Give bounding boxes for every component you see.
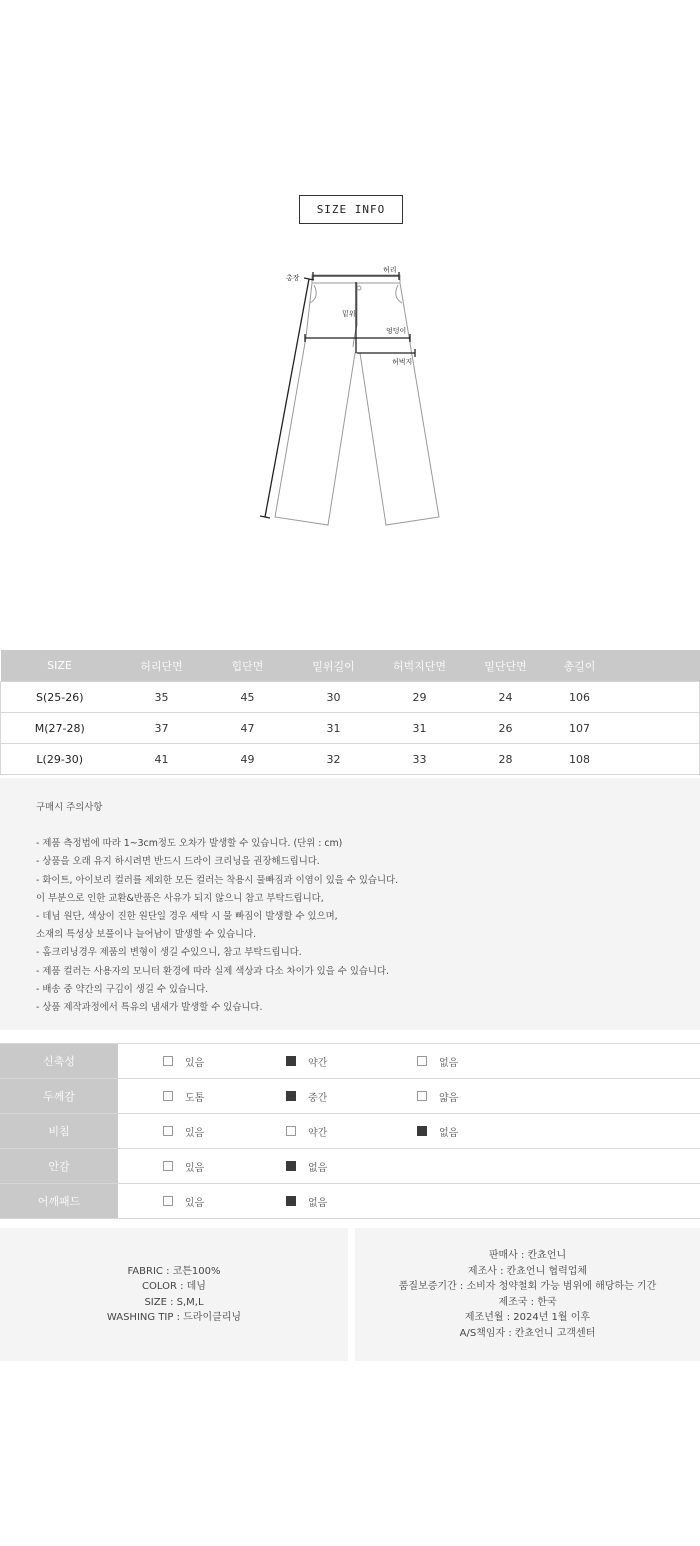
- table-cell: 24: [463, 682, 549, 713]
- notice-heading: 구매시 주의사항: [36, 802, 103, 813]
- attr-option: [286, 1184, 327, 1218]
- size-cell: L(29-30): [1, 744, 119, 775]
- attr-label: 신축성: [0, 1044, 118, 1078]
- option-text: 약간: [308, 1057, 328, 1069]
- table-row: [1, 713, 700, 744]
- table-cell-empty: [611, 744, 700, 775]
- seller-info-line: 제조국 : 한국: [498, 1296, 557, 1308]
- size-table: [0, 650, 700, 775]
- header-cell: 힙단면: [205, 650, 291, 682]
- attr-row-lining: [0, 1149, 700, 1184]
- table-cell: 37: [119, 713, 205, 744]
- attr-label: 안감: [0, 1149, 118, 1183]
- seller-info-line: 제조년월 : 2024년 1월 이후: [464, 1312, 591, 1323]
- attr-option: [163, 1079, 204, 1113]
- notice-line: - 데님 원단, 색상이 진한 원단일 경우 세탁 시 물 빠짐이 발생할 수 있으며,: [36, 911, 338, 923]
- notice-line: 소재의 특성상 보풀이나 늘어남이 발생할 수 있습니다.: [36, 929, 257, 941]
- product-info-panel: [0, 1228, 348, 1361]
- table-cell: 28: [463, 744, 549, 775]
- attr-option: [163, 1044, 204, 1078]
- seller-info-line: 판매사 : 칸쵸언니: [488, 1250, 567, 1261]
- seller-info-line: 제조사 : 칸쵸언니 협력업체: [467, 1265, 588, 1277]
- length-label: 총장: [286, 274, 300, 282]
- attr-option: [286, 1149, 327, 1183]
- waist-label: 허리: [383, 266, 397, 274]
- notice-line: - 홈크리닝경우 제품의 변형이 생길 수있으니, 참고 부탁드립니다.: [36, 947, 302, 959]
- header-cell: 허벅지단면: [377, 650, 463, 682]
- notice-line: 이 부분으로 인한 교환&반품은 사유가 되지 않으니 참고 부탁드립니다,: [36, 892, 324, 904]
- size-cell: M(27-28): [1, 713, 119, 744]
- table-cell: 33: [377, 744, 463, 775]
- header-cell: 밑위길이: [291, 650, 377, 682]
- checked-box-icon: [286, 1161, 296, 1171]
- option-text: 없음: [439, 1057, 459, 1069]
- attr-row-shoulder-pad: [0, 1184, 700, 1219]
- table-cell: 30: [291, 682, 377, 713]
- table-cell: 106: [549, 682, 611, 713]
- size-table-header: [1, 650, 700, 682]
- table-cell-empty: [611, 713, 700, 744]
- option-text: 약간: [308, 1127, 328, 1139]
- seller-info-line: A/S책임자 : 칸쵸언니 고객센터: [459, 1327, 596, 1339]
- checked-box-icon: [286, 1056, 296, 1066]
- product-info-line: WASHING TIP : 드라이클리닝: [106, 1312, 242, 1323]
- table-cell: 41: [119, 744, 205, 775]
- notice-line: - 상품을 오래 유지 하시려면 반드시 드라이 크리닝을 권장해드립니다.: [36, 856, 320, 868]
- table-cell: 108: [549, 744, 611, 775]
- checkbox-icon: [417, 1091, 427, 1101]
- checked-box-icon: [417, 1126, 427, 1136]
- attr-option: [286, 1044, 327, 1078]
- attr-option: [163, 1114, 204, 1148]
- rise-label: 밑위: [342, 310, 356, 318]
- attr-option: [163, 1184, 204, 1218]
- table-cell: 32: [291, 744, 377, 775]
- purchase-notice: [0, 778, 700, 1030]
- option-text: 중간: [308, 1092, 328, 1104]
- table-cell: 29: [377, 682, 463, 713]
- option-text: 있음: [185, 1162, 205, 1174]
- checkbox-icon: [163, 1196, 173, 1206]
- option-text: 얇음: [439, 1092, 459, 1104]
- attr-label: 두께감: [0, 1079, 118, 1113]
- table-cell: 47: [205, 713, 291, 744]
- option-text: 없음: [439, 1127, 459, 1139]
- size-cell: S(25-26): [1, 682, 119, 713]
- table-cell: 49: [205, 744, 291, 775]
- attr-row-thickness: [0, 1079, 700, 1114]
- table-row: [1, 682, 700, 713]
- attr-option: [286, 1114, 327, 1148]
- table-cell: 45: [205, 682, 291, 713]
- checkbox-icon: [163, 1091, 173, 1101]
- checkbox-icon: [417, 1056, 427, 1066]
- notice-line: - 제품 측정법에 따라 1~3cm정도 오차가 발생할 수 있습니다. (단위 : cm): [36, 838, 343, 850]
- pants-measurement-diagram: [250, 255, 450, 545]
- attr-option: [417, 1079, 458, 1113]
- option-text: 있음: [185, 1127, 205, 1139]
- table-cell: 31: [377, 713, 463, 744]
- table-cell: 35: [119, 682, 205, 713]
- notice-line: - 상품 제작과정에서 특유의 냄새가 발생할 수 있습니다.: [36, 1002, 263, 1014]
- header-cell: SIZE: [1, 650, 119, 682]
- checkbox-icon: [286, 1126, 296, 1136]
- hip-label: 엉덩이: [386, 327, 407, 335]
- product-info-line: COLOR : 데님: [142, 1281, 206, 1292]
- seller-info-panel: [355, 1228, 700, 1361]
- header-cell-empty: [611, 650, 700, 682]
- option-text: 없음: [308, 1162, 328, 1174]
- checked-box-icon: [286, 1196, 296, 1206]
- thigh-label: 허벅지: [392, 358, 413, 366]
- attr-row-stretch: [0, 1043, 700, 1079]
- product-info-line: FABRIC : 코튼100%: [127, 1265, 221, 1277]
- checked-box-icon: [286, 1091, 296, 1101]
- header-cell: 총길이: [549, 650, 611, 682]
- table-cell: 31: [291, 713, 377, 744]
- attr-label: 비침: [0, 1114, 118, 1148]
- table-cell: 107: [549, 713, 611, 744]
- size-info-title: SIZE INFO: [299, 195, 403, 224]
- table-cell: 26: [463, 713, 549, 744]
- option-text: 없음: [308, 1197, 328, 1209]
- notice-line: - 배송 중 약간의 구김이 생길 수 있습니다.: [36, 983, 209, 995]
- notice-line: - 화이트, 아이보리 컬러를 제외한 모든 컬러는 착용시 물빠짐과 이염이 있을 수 있습니다.: [36, 874, 399, 886]
- option-text: 도톰: [185, 1092, 205, 1104]
- table-cell-empty: [611, 682, 700, 713]
- header-cell: 허리단면: [119, 650, 205, 682]
- attr-row-sheerness: [0, 1114, 700, 1149]
- header-cell: 밑단단면: [463, 650, 549, 682]
- option-text: 있음: [185, 1057, 205, 1069]
- attr-option: [417, 1044, 458, 1078]
- checkbox-icon: [163, 1126, 173, 1136]
- attr-option: [286, 1079, 327, 1113]
- checkbox-icon: [163, 1056, 173, 1066]
- seller-info-line: 품질보증기간 : 소비자 청약철회 가능 범위에 해당하는 기간: [398, 1281, 657, 1292]
- attr-option: [417, 1114, 458, 1148]
- product-info-line: SIZE : S,M,L: [144, 1296, 204, 1308]
- table-row: [1, 744, 700, 775]
- option-text: 있음: [185, 1197, 205, 1209]
- notice-line: - 제품 컬러는 사용자의 모니터 환경에 따라 실제 색상과 다소 차이가 있을 수 있습니다.: [36, 965, 390, 977]
- attr-option: [163, 1149, 204, 1183]
- fabric-attribute-table: [0, 1043, 700, 1219]
- checkbox-icon: [163, 1161, 173, 1171]
- attr-label: 어깨패드: [0, 1184, 118, 1218]
